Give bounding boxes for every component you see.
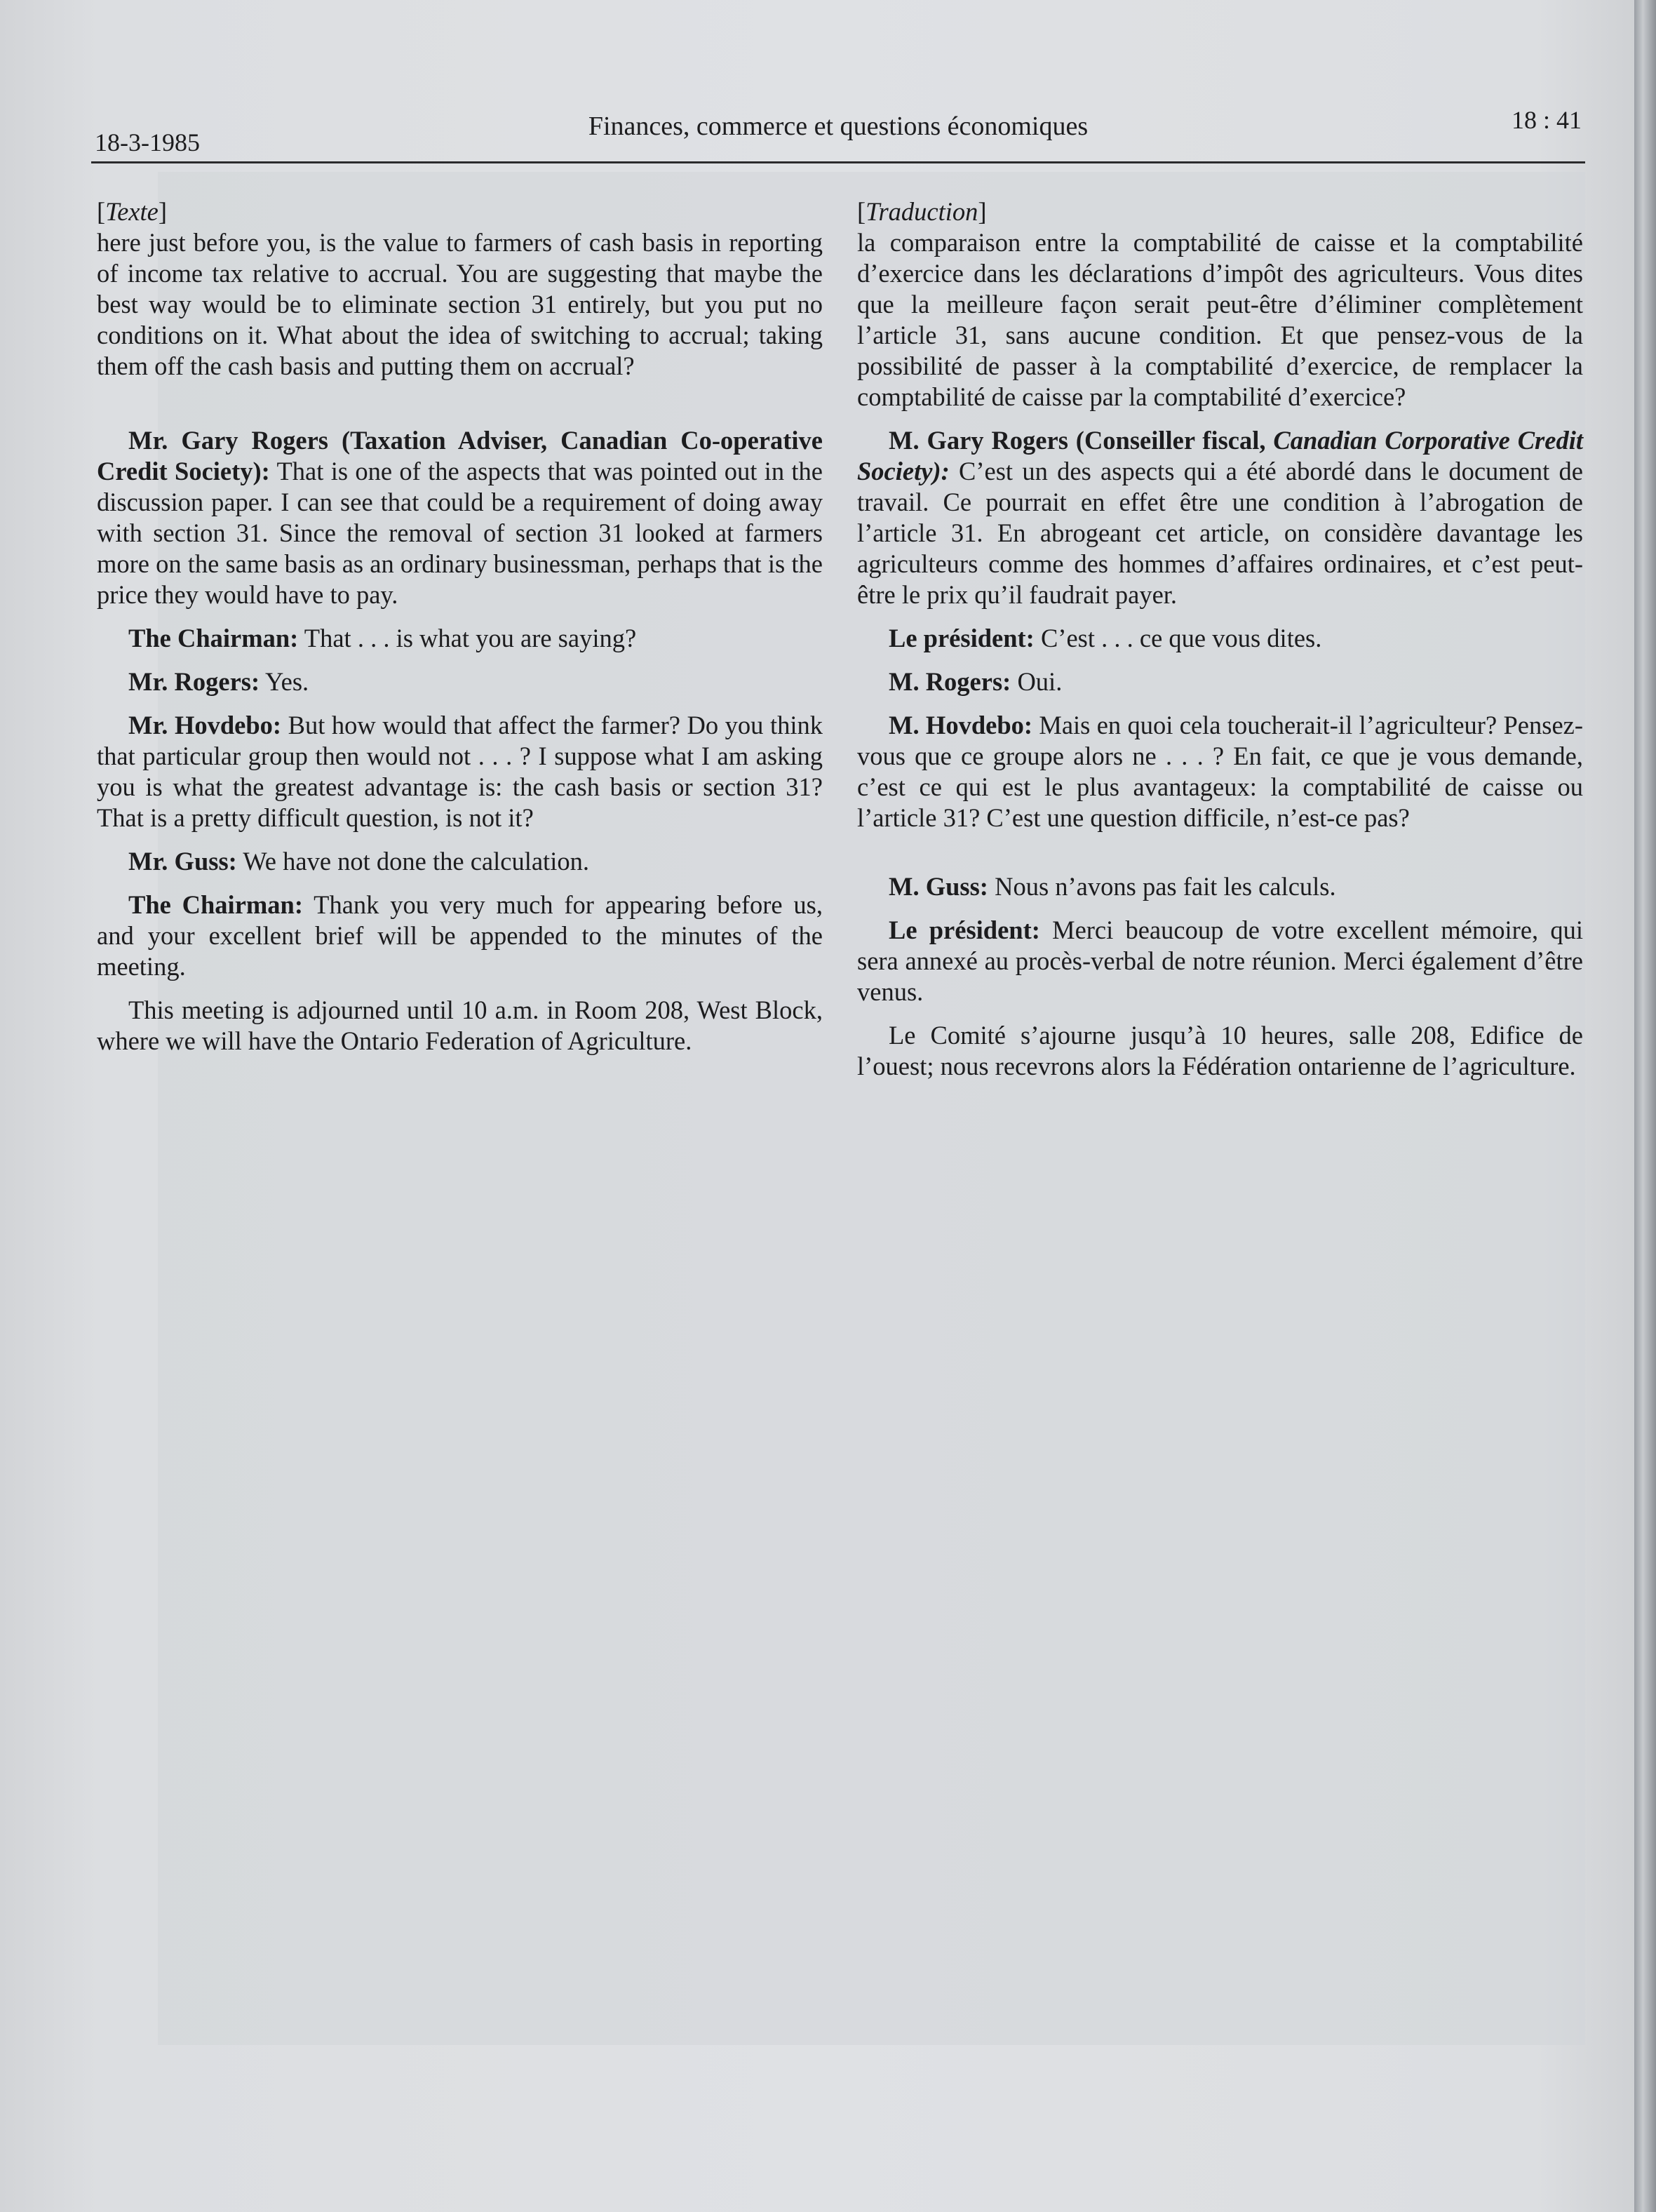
paragraph: This meeting is adjourned until 10 a.m. in Room 208, West Block, where we will have the Ontario Federation of Agriculture. xyxy=(97,996,823,1055)
section-tag: [Texte] xyxy=(97,197,168,226)
paragraph: Mr. Rogers: Yes. xyxy=(128,667,309,696)
english-column xyxy=(97,196,823,1057)
header-date: 18-3-1985 xyxy=(95,128,200,156)
paragraph: Le président: Merci beaucoup de votre excellent mémoire, qui sera annexé au procès-verbal de notre réunion. Merci également d’être venus. xyxy=(857,916,1583,1006)
speaker-name: M. Guss: xyxy=(889,872,988,901)
paragraph: M. Gary Rogers (Conseiller fiscal, Canadian Corporative Credit Society): C’est un des aspects qui a été abordé dans le document de travail. Ce pourrait en effet être une condition à l’abrogation de l’article 31. En abrogeant cet article, on considère davantage les agriculteurs comme des hommes d’affaires ordinaires, et c’est peut-être le prix qu’il faudrait payer. xyxy=(857,426,1583,609)
paragraph: The Chairman: That . . . is what you are saying? xyxy=(128,624,637,652)
paragraph: The Chairman: Thank you very much for appearing before us, and your excellent brief will be appended to the minutes of the meeting. xyxy=(97,890,823,981)
speaker-name: M. Hovdebo: xyxy=(889,711,1033,739)
paragraph: M. Hovdebo: Mais en quoi cela toucherait-il l’agriculteur? Pensez-vous que ce groupe alors ne . . . ? En fait, ce que je vous demande, c’est ce qui est le plus avantageux: la comptabilité de caisse ou l’article 31? C’est une question difficile, n’est-ce pas? xyxy=(857,711,1584,832)
paragraph: la comparaison entre la comptabilité de caisse et la comptabilité d’exercice dans les déclarations d’impôt des agriculteurs. Vous dites que la meilleure façon serait peut-être d’éliminer complètement l’article 31, sans aucune condition. Et que pensez-vous de la possibilité de passer à la comptabilité d’exercice, de remplacer la comptabilité de caisse par la comptabilité d’exercice? xyxy=(857,228,1583,411)
page-header xyxy=(91,105,1585,163)
paragraph: M. Guss: Nous n’avons pas fait les calculs. xyxy=(889,872,1336,901)
page-number: 18 : 41 xyxy=(1511,106,1582,134)
french-column xyxy=(857,196,1583,1082)
paragraph: Le Comité s’ajourne jusqu’à 10 heures, salle 208, Edifice de l’ouest; nous recevrons alors la Fédération ontarienne de l’agriculture. xyxy=(857,1021,1583,1080)
paragraph: M. Rogers: Oui. xyxy=(889,667,1063,696)
speaker-name: M. Gary Rogers (Conseiller fiscal, xyxy=(889,426,1266,455)
header-title: Finances, commerce et questions économiques xyxy=(588,112,1089,141)
speaker-name: Mr. Gary Rogers (Taxation Adviser, Canadian Co-operative Credit Society): xyxy=(97,426,823,485)
binding-edge xyxy=(1634,0,1656,2212)
speaker-name: Mr. Hovdebo: xyxy=(128,711,282,739)
speaker-name: Mr. Rogers: xyxy=(128,667,260,696)
speaker-name: Le président: xyxy=(889,916,1040,944)
paragraph: Mr. Guss: We have not done the calculation. xyxy=(128,847,589,876)
paragraph: Le président: C’est . . . ce que vous dites. xyxy=(889,624,1322,652)
section-tag: [Traduction] xyxy=(857,197,987,226)
speaker-name: The Chairman: xyxy=(128,624,299,652)
paragraph: Mr. Gary Rogers (Taxation Adviser, Canadian Co-operative Credit Society): That is one of the aspects that was pointed out in the discussion paper. I can see that could be a requirement of doing away with section 31. Since the removal of section 31 looked at farmers more on the same basis as an ordinary businessman, perhaps that is the price they would have to pay. xyxy=(97,426,823,609)
speaker-name: Mr. Guss: xyxy=(128,847,237,876)
speaker-name: M. Rogers: xyxy=(889,667,1011,696)
organization-name: Canadian Corporative Credit Society): xyxy=(857,426,1583,485)
speaker-name: Le président: xyxy=(889,624,1035,652)
speaker-name: The Chairman: xyxy=(128,890,304,919)
paragraph: Mr. Hovdebo: But how would that affect the farmer? Do you think that particular group then would not . . . ? I suppose what I am asking you is what the greatest advantage is: the cash basis or section 31? That is a pretty difficult question, is not it? xyxy=(97,711,823,832)
paragraph: here just before you, is the value to farmers of cash basis in reporting of income tax relative to accrual. You are suggesting that maybe the best way would be to eliminate section 31 entirely, but you put no conditions on it. What about the idea of switching to accrual; taking them off the cash basis and putting them on accrual? xyxy=(97,228,823,380)
